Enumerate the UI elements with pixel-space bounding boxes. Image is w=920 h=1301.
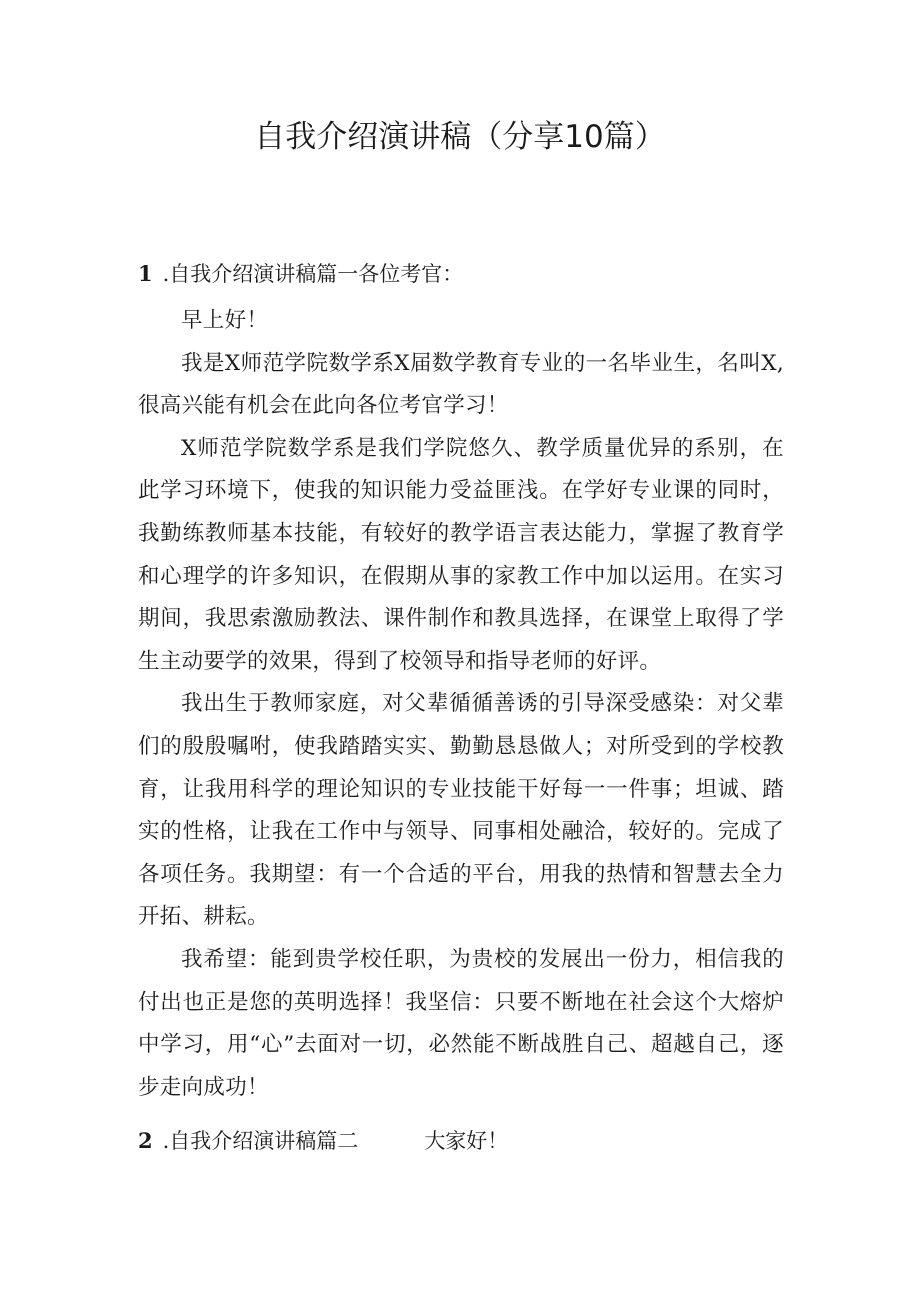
section-number: 1 [138,261,153,286]
section-heading-text: .自我介绍演讲稿篇一各位考官： [162,262,464,286]
section-greeting: 大家好！ [424,1129,509,1153]
section-heading-text: .自我介绍演讲稿篇二 [162,1129,359,1153]
paragraph: X师范学院数学系是我们学院悠久、教学质量优异的系别，在此学习环境下，使我的知识能力受益匪浅。在学好专业课的同时，我勤练教师基本技能，有较好的教学语言表达能力，掌握了教育学和心理学的许多知识，在假期从事的家教工作中加以运用。在实习期间，我思索激励教法、课件制作和教具选择，在课堂上取得了学生主动要学的效果，得到了校领导和指导老师的好评。 [138,435,784,674]
section-body-1 [138,300,784,1109]
section-heading-2 [138,1126,508,1156]
paragraph: 早上好！ [181,308,269,333]
section-heading-1 [138,259,463,289]
document-title: 自我介绍演讲稿（分享10篇） [254,119,666,155]
section-number: 2 [138,1128,153,1153]
paragraph: 我是X师范学院数学系X届数学教育专业的一名毕业生，名叫X,很高兴能有机会在此向各位考官学习！ [138,350,784,419]
paragraph: 我出生于教师家庭，对父辈循循善诱的引导深受感染：对父辈们的殷殷嘱咐，使我踏踏实实、勤勤恳恳做人；对所受到的学校教育，让我用科学的理论知识的专业技能干好每一一件事；坦诚、踏实的性格，让我在工作中与领导、同事相处融洽，较好的。完成了各项任务。我期望：有一个合适的平台，用我的热情和智慧去全力开拓、耕耘。 [138,691,784,930]
paragraph: 我希望：能到贵学校任职，为贵校的发展出一份力，相信我的付出也正是您的英明选择！我坚信：只要不断地在社会这个大熔炉中学习，用“心”去面对一切，必然能不断战胜自己、超越自己，逐步走向成功！ [138,946,784,1100]
